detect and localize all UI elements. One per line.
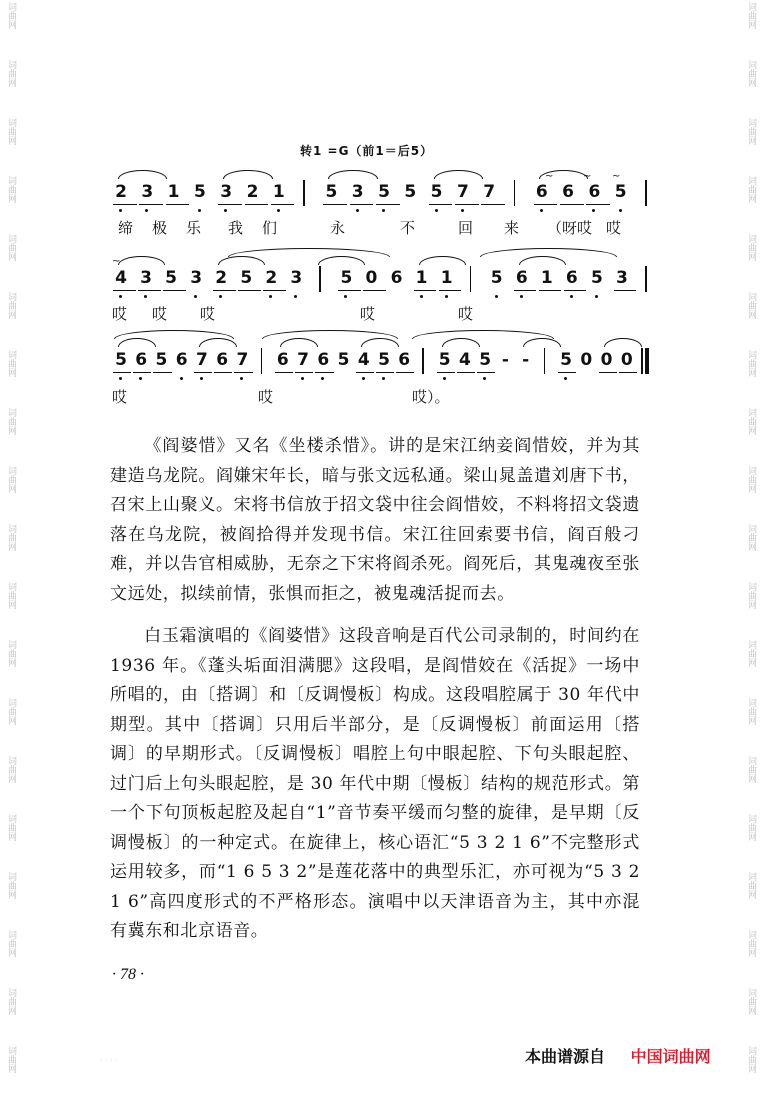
watermark-text: 词曲网 xyxy=(746,814,756,841)
watermark-text: 词曲网 xyxy=(746,698,756,725)
watermark-text: 词曲网 xyxy=(6,640,16,667)
watermark-text: 词曲网 xyxy=(746,1046,756,1073)
lyric-syllable: 我 xyxy=(228,219,244,237)
watermark-text: 词曲网 xyxy=(6,350,16,377)
slur-mark xyxy=(118,170,167,179)
octave-dot xyxy=(219,295,222,298)
barline xyxy=(645,180,647,206)
footer-site-link[interactable]: 中国词曲网 xyxy=(630,1047,711,1066)
score-note: 3 xyxy=(351,182,364,202)
watermark-text: 词曲网 xyxy=(746,930,756,957)
octave-dot xyxy=(362,377,365,380)
slur-mark xyxy=(361,338,399,347)
octave-dot xyxy=(520,295,523,298)
duration-underline xyxy=(560,204,584,205)
duration-underline xyxy=(166,204,190,205)
duration-underline xyxy=(113,290,136,291)
duration-underline xyxy=(214,372,232,373)
score-note: 3 xyxy=(290,268,303,288)
lyric-syllable: 永 xyxy=(330,219,346,237)
duration-underline xyxy=(599,372,617,373)
lyric-syllable: 乐 xyxy=(186,219,202,237)
score-note: 6 xyxy=(135,350,148,370)
score-note: 6 xyxy=(588,182,601,202)
slur-mark xyxy=(434,170,483,179)
duration-underline xyxy=(363,290,386,291)
duration-underline xyxy=(619,372,637,373)
duration-underline xyxy=(514,290,537,291)
duration-underline xyxy=(163,290,186,291)
score-note: 2 xyxy=(246,182,259,202)
duration-underline xyxy=(437,372,455,373)
watermark-text: 词曲网 xyxy=(6,988,16,1015)
slur-mark xyxy=(118,256,165,265)
duration-underline xyxy=(139,204,163,205)
lyric-syllable: 哎 xyxy=(258,388,274,406)
page-number: · 78 · xyxy=(112,966,144,983)
watermark-text: 词曲网 xyxy=(746,350,756,377)
duration-underline xyxy=(439,290,462,291)
duration-underline xyxy=(234,372,252,373)
score-note: 5 xyxy=(115,350,127,370)
watermark-text: 词曲网 xyxy=(6,60,16,87)
duration-underline xyxy=(323,204,347,205)
watermark-text: 词曲网 xyxy=(746,176,756,203)
barline xyxy=(261,348,263,374)
score-note: 6 xyxy=(562,182,575,202)
watermark-text: 词曲网 xyxy=(6,582,16,609)
score-note: 7 xyxy=(196,350,208,370)
phrase-slur xyxy=(114,330,234,339)
slur-mark xyxy=(519,256,566,265)
octave-dot xyxy=(356,209,359,212)
score-note: 7 xyxy=(297,350,309,370)
octave-dot xyxy=(139,377,142,380)
duration-underline xyxy=(534,204,558,205)
octave-dot xyxy=(119,209,122,212)
duration-underline xyxy=(138,290,161,291)
lyric-syllable: 们 xyxy=(262,219,278,237)
score-note: 6 xyxy=(317,350,330,370)
footer-source-label: 本曲谱源自 xyxy=(525,1047,606,1066)
watermark-text: 词曲网 xyxy=(746,292,756,319)
score-note: 5 xyxy=(155,350,168,370)
duration-underline xyxy=(275,372,293,373)
score-note: 6 xyxy=(175,350,188,370)
score-note: 5 xyxy=(590,268,603,288)
octave-dot xyxy=(294,295,297,298)
score-note: 6 xyxy=(398,350,411,370)
lyric-syllable: 哎 xyxy=(112,305,128,323)
watermark-text: 词曲网 xyxy=(6,408,16,435)
duration-underline xyxy=(218,204,242,205)
phrase-slur xyxy=(412,330,554,339)
duration-underline xyxy=(263,290,286,291)
slur-mark xyxy=(223,170,272,179)
octave-dot xyxy=(445,295,448,298)
watermark-text: 词曲网 xyxy=(6,234,16,261)
duration-underline xyxy=(396,372,414,373)
octave-dot xyxy=(180,377,183,380)
lyric-syllable: 哎 xyxy=(360,305,376,323)
score-note: 0 xyxy=(580,350,593,370)
score-note: 1 xyxy=(272,182,285,202)
score-note: 6 xyxy=(390,268,403,288)
ornament-mark: ~ xyxy=(612,171,621,182)
score-note: 5 xyxy=(240,268,253,288)
octave-dot xyxy=(540,209,543,212)
slur-mark xyxy=(523,338,561,347)
watermark-text: 词曲网 xyxy=(6,524,16,551)
octave-dot xyxy=(619,209,622,212)
score-note: 3 xyxy=(190,268,203,288)
watermark-text: 词曲网 xyxy=(746,408,756,435)
ornament-mark: ~ xyxy=(583,171,592,182)
octave-dot xyxy=(144,295,147,298)
score-note: 6 xyxy=(535,182,548,202)
duration-underline xyxy=(457,372,475,373)
duration-underline xyxy=(481,204,505,205)
score-note: 1 xyxy=(540,268,553,288)
score-note: 3 xyxy=(220,182,233,202)
score-note: 5 xyxy=(378,350,390,370)
score-note: 3 xyxy=(141,182,154,202)
watermark-text: 词曲网 xyxy=(6,1046,16,1073)
octave-dot xyxy=(461,209,464,212)
barline xyxy=(319,266,321,292)
duration-underline xyxy=(614,290,637,291)
score-note: 5 xyxy=(560,350,572,370)
slur-mark xyxy=(199,338,237,347)
duration-underline xyxy=(477,372,495,373)
score-note: 7 xyxy=(456,182,469,202)
slur-mark xyxy=(280,338,318,347)
octave-dot xyxy=(382,209,385,212)
score-note: 5 xyxy=(404,182,417,202)
watermark-text: 词曲网 xyxy=(6,756,16,783)
watermark-text: 词曲网 xyxy=(746,640,756,667)
watermark-text: 词曲网 xyxy=(6,698,16,725)
score-note: 5 xyxy=(614,182,627,202)
octave-dot xyxy=(119,295,122,298)
octave-dot xyxy=(224,209,227,212)
octave-dot xyxy=(194,295,197,298)
score-note: 6 xyxy=(565,268,578,288)
lyric-syllable: 哎 xyxy=(112,388,128,406)
paragraph-analysis xyxy=(110,622,640,947)
ornament-mark: ~ xyxy=(545,171,554,182)
watermark-text: 词曲网 xyxy=(6,292,16,319)
paragraph-analysis-text: 白玉霜演唱的《阎婆惜》这段音响是百代公司录制的，时间约在 1936 年。《蓬头垢面泪满腮》这段唱，是阎惜姣在《活捉》一场中所唱的，由〔搭调〕和〔反调慢板〕构成。这段唱腔属于 30 年代中期型。其中〔搭调〕只用后半部分，是〔反调慢板〕前面运用〔搭调〕的早期形式。〔反调慢板〕唱腔上句中眼起腔、下句头眼起腔、过门后上句头眼起腔，是 30 年代中期〔慢板〕结构的规范形式。第一个下句顶板起腔及起自“1”音节奏平缓而匀整的旋律，是早期〔反调慢板〕的一种定式。在旋律上，核心语汇“5 3 2 1 6”不完整形式运用较多，而“1 6 5 3 2”是莲花落中的典型乐汇，亦可视为“5 3 2 1 6”高四度形式的不严格形态。演唱中以天津语音为主，其中亦混有冀东和北京语音。 xyxy=(110,626,640,941)
slur-mark xyxy=(218,256,265,265)
octave-dot xyxy=(592,209,595,212)
duration-underline xyxy=(376,372,394,373)
score-note: 1 xyxy=(167,182,180,202)
score-note: 2 xyxy=(265,268,278,288)
score-note: 3 xyxy=(140,268,152,288)
score-note: 0 xyxy=(600,350,613,370)
watermark-text: 词曲网 xyxy=(746,756,756,783)
score-note: 0 xyxy=(620,350,633,370)
phrase-slur xyxy=(480,248,617,257)
score-note: 6 xyxy=(276,350,289,370)
phrase-slur xyxy=(262,330,398,339)
octave-dot xyxy=(277,209,280,212)
duration-underline xyxy=(238,290,261,291)
duration-underline xyxy=(558,372,576,373)
barline xyxy=(514,180,516,206)
watermark-text: 词曲网 xyxy=(746,524,756,551)
lyric-syllable: 缔 xyxy=(118,219,134,237)
octave-dot xyxy=(420,295,423,298)
octave-dot xyxy=(119,377,122,380)
barline xyxy=(544,348,546,374)
slur-mark xyxy=(419,256,466,265)
lyric-syllable: 哎 xyxy=(200,305,216,323)
score-note: 5 xyxy=(340,268,353,288)
watermark-text: 词曲网 xyxy=(746,118,756,145)
key-change-label: 转1 =G（前1＝后5） xyxy=(300,144,434,158)
octave-dot xyxy=(443,377,446,380)
duration-underline xyxy=(295,372,313,373)
score-note: 2 xyxy=(215,268,228,288)
watermark-text: 词曲网 xyxy=(746,988,756,1015)
duration-underline xyxy=(133,372,151,373)
duration-underline xyxy=(153,372,171,373)
lyric-syllable: （呀 xyxy=(547,219,578,237)
score-note: 5 xyxy=(193,182,206,202)
lyric-syllable: 哎 xyxy=(577,219,593,237)
jianpu-score xyxy=(0,0,760,420)
score-note: 4 xyxy=(115,268,127,288)
duration-underline xyxy=(564,290,587,291)
octave-dot xyxy=(321,377,324,380)
duration-underline xyxy=(213,290,236,291)
paragraph-synopsis xyxy=(110,432,640,609)
lyric-syllable: 不 xyxy=(400,219,416,237)
lyric-syllable: 哎 xyxy=(152,305,168,323)
duration-underline xyxy=(271,204,295,205)
octave-dot xyxy=(382,377,385,380)
lyric-syllable: 极 xyxy=(152,219,168,237)
octave-dot xyxy=(269,295,272,298)
octave-dot xyxy=(240,377,243,380)
lyric-syllable: 哎 xyxy=(458,305,474,323)
scan-artifact: · · · · xyxy=(100,1056,118,1065)
duration-underline xyxy=(414,290,437,291)
octave-dot xyxy=(495,295,498,298)
score-note: - xyxy=(501,350,509,370)
slur-mark xyxy=(328,170,377,179)
octave-dot xyxy=(564,377,567,380)
slur-mark xyxy=(318,256,365,265)
footer-source xyxy=(525,1044,711,1067)
watermark-text: 词曲网 xyxy=(6,872,16,899)
octave-dot xyxy=(200,377,203,380)
score-note: 4 xyxy=(459,350,471,370)
duration-underline xyxy=(350,204,374,205)
octave-dot xyxy=(570,295,573,298)
octave-dot xyxy=(483,377,486,380)
duration-underline xyxy=(586,204,610,205)
score-note: 6 xyxy=(515,268,528,288)
barline xyxy=(645,266,647,292)
score-note: 5 xyxy=(479,350,492,370)
octave-dot xyxy=(435,209,438,212)
score-note: - xyxy=(522,350,530,370)
score-note: 1 xyxy=(440,268,453,288)
duration-underline xyxy=(338,290,361,291)
ornament-mark: ~ xyxy=(112,256,121,267)
octave-dot xyxy=(301,377,304,380)
octave-dot xyxy=(145,209,148,212)
score-note: 1 xyxy=(415,268,428,288)
duration-underline xyxy=(113,372,131,373)
score-note: 5 xyxy=(490,268,503,288)
watermark-text: 词曲网 xyxy=(746,466,756,493)
slur-mark xyxy=(118,338,156,347)
duration-underline xyxy=(455,204,479,205)
score-note: 5 xyxy=(337,350,350,370)
octave-dot xyxy=(344,295,347,298)
duration-underline xyxy=(315,372,333,373)
phrase-slur xyxy=(228,248,390,257)
score-note: 5 xyxy=(165,268,178,288)
duration-underline xyxy=(356,372,374,373)
watermark-text: 词曲网 xyxy=(6,118,16,145)
barline xyxy=(303,180,305,206)
score-note: 5 xyxy=(378,182,390,202)
final-barline-thick xyxy=(645,348,649,374)
watermark-text: 词曲网 xyxy=(746,60,756,87)
duration-underline xyxy=(376,204,400,205)
watermark-text: 词曲网 xyxy=(746,872,756,899)
watermark-text: 词曲网 xyxy=(6,466,16,493)
lyric-syllable: 哎 xyxy=(606,219,622,237)
barline xyxy=(470,266,472,292)
score-note: 2 xyxy=(115,182,127,202)
lyric-syllable: 哎）。 xyxy=(412,388,450,406)
lyric-syllable: 回 xyxy=(458,219,474,237)
duration-underline xyxy=(245,204,269,205)
watermark-text: 词曲网 xyxy=(746,582,756,609)
score-note: 3 xyxy=(616,268,628,288)
score-note: 5 xyxy=(430,182,443,202)
score-note: 5 xyxy=(438,350,451,370)
duration-underline xyxy=(429,204,453,205)
watermark-text: 词曲网 xyxy=(746,2,756,29)
octave-dot xyxy=(198,209,201,212)
octave-dot xyxy=(595,295,598,298)
slur-mark xyxy=(442,338,480,347)
paragraph-synopsis-text: 《阎婆惜》又名《坐楼杀惜》。讲的是宋江纳妾阎惜姣，并为其建造乌龙院。阎嫌宋年长，暗与张文远私通。梁山晁盖遣刘唐下书，召宋上山聚义。宋将书信放于招文袋中往会阎惜姣，不料将招文袋遗落在乌龙院，被阎拾得并发现书信。宋江往回索要书信，阎百般刁难，并以告官相威胁，无奈之下宋将阎杀死。阎死后，其鬼魂夜至张文远处，拟续前情，张惧而拒之，被鬼魂活捉而去。 xyxy=(110,436,640,604)
score-note: 6 xyxy=(216,350,229,370)
score-note: 5 xyxy=(325,182,338,202)
slur-mark xyxy=(604,338,642,347)
duration-underline xyxy=(194,372,212,373)
watermark-text: 词曲网 xyxy=(746,234,756,261)
score-note: 7 xyxy=(483,182,496,202)
score-note: 7 xyxy=(236,350,249,370)
watermark-text: 词曲网 xyxy=(6,930,16,957)
score-note: 0 xyxy=(365,268,378,288)
barline xyxy=(422,348,424,374)
final-barline xyxy=(641,348,643,374)
duration-underline xyxy=(539,290,562,291)
watermark-text: 词曲网 xyxy=(6,176,16,203)
watermark-text: 词曲网 xyxy=(6,814,16,841)
watermark-text: 词曲网 xyxy=(6,2,16,29)
duration-underline xyxy=(113,204,137,205)
lyric-syllable: 来 xyxy=(504,219,520,237)
score-note: 4 xyxy=(357,350,370,370)
